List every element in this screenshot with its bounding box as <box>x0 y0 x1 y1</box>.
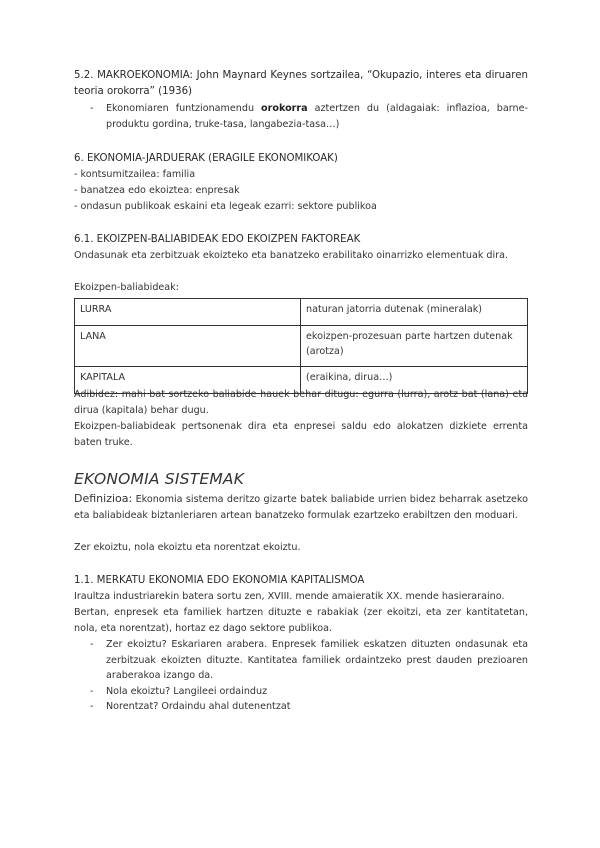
section-1-1-heading: 1.1. MERKATU EKONOMIA EDO EKONOMIA KAPITALISMOA <box>74 575 365 586</box>
bullet-text: Ekonomiaren funtzionamendu <box>106 103 262 114</box>
section-6-1-heading: 6.1. EKOIZPEN-BALIABIDEAK EDO EKOIZPEN FAKTOREAK <box>74 234 361 245</box>
table-caption: Ekoizpen-baliabideak: <box>74 282 179 293</box>
section-1-1-list <box>74 637 528 715</box>
table-row <box>75 299 528 326</box>
list-item: - ondasun publikoak eskaini eta legeak ezarri: sektore publikoa <box>74 201 377 212</box>
table-cell: LANA <box>75 326 301 367</box>
list-item: - Zer ekoiztu? Eskariaren arabera. Enpresek familiek eskatzen dituzten ondasunak eta zerbitzuak ekoizten dituzte. Kantitatea familiek ordaintzeko prest dauden prezioaren araberakoa izango da. <box>74 637 528 684</box>
list-item: - banatzea edo ekoiztea: enpresak <box>74 185 240 196</box>
note-paragraph: Ekoizpen-baliabideak pertsonenak dira eta enpresei saldu edo alokatzen dizkiete errenta baten truke. <box>74 421 528 448</box>
bullet-text: aztertzen du (aldagaiak: inflazioa, barne- produktu gordina, truke-tasa, langabezia-tasa…) <box>106 103 528 130</box>
list-item: - Nola ekoiztu? Langileei ordainduz <box>74 684 528 700</box>
section-1-1-p2: Bertan, enpresek eta familiek hartzen dituzte e rabakiak (zer ekoitzi, eta zer kantitatetan, nola, eta norentzat), hortaz ez dago sektore publikoa. <box>74 607 528 634</box>
list-item: - Norentzat? Ordaindu ahal dutenentzat <box>74 699 528 715</box>
section-1-1-p1: Iraultza industriarekin batera sortu zen, XVIII. mende amaieratik XX. mende hasieraraino. <box>74 591 505 602</box>
list-item: - kontsumitzailea: familia <box>74 169 196 180</box>
table-cell: (eraikina, dirua…) <box>301 367 528 394</box>
definition-label: Definizioa: <box>74 492 133 505</box>
definition-text: Ekonomia sistema deritzo gizarte batek baliabide urrien bidez beharrak asetzeko eta baliabideak biztanleriaren artean banatzeko formulak ezartzeko erabiltzen den moduari. <box>74 494 528 521</box>
section-5-2-heading: 5.2. MAKROEKONOMIA: John Maynard Keynes sortzailea, “Okupazio, interes eta diruaren teoria orokorra” (1936) <box>74 70 528 97</box>
section-title: EKONOMIA SISTEMAK <box>74 470 245 488</box>
table-row <box>75 326 528 367</box>
definition-paragraph <box>74 491 528 523</box>
section-6-1-intro: Ondasunak eta zerbitzuak ekoizteko eta banatzeko erabilitako oinarrizko elementuak dira. <box>74 250 509 261</box>
table-cell: LURRA <box>75 299 301 326</box>
production-factors-table <box>74 298 528 394</box>
questions-line: Zer ekoiztu, nola ekoiztu eta norentzat ekoiztu. <box>74 542 301 553</box>
section-6-heading: 6. EKONOMIA-JARDUERAK (ERAGILE EKONOMIKOAK) <box>74 153 338 164</box>
table-cell: ekoizpen-prozesuan parte hartzen dutenak (arotza) <box>301 326 528 367</box>
section-5-2-list <box>74 101 528 132</box>
example-paragraph: Adibidez: mahi bat sortzeko baliabide hauek behar ditugu: egurra (lurra), arotz bat (lana) eta dirua (kapitala) behar dugu. <box>74 389 528 416</box>
table-cell: naturan jatorria dutenak (mineralak) <box>301 299 528 326</box>
bullet-bold-text: orokorra <box>261 103 308 114</box>
table-cell: KAPITALA <box>75 367 301 394</box>
list-item <box>74 101 528 132</box>
